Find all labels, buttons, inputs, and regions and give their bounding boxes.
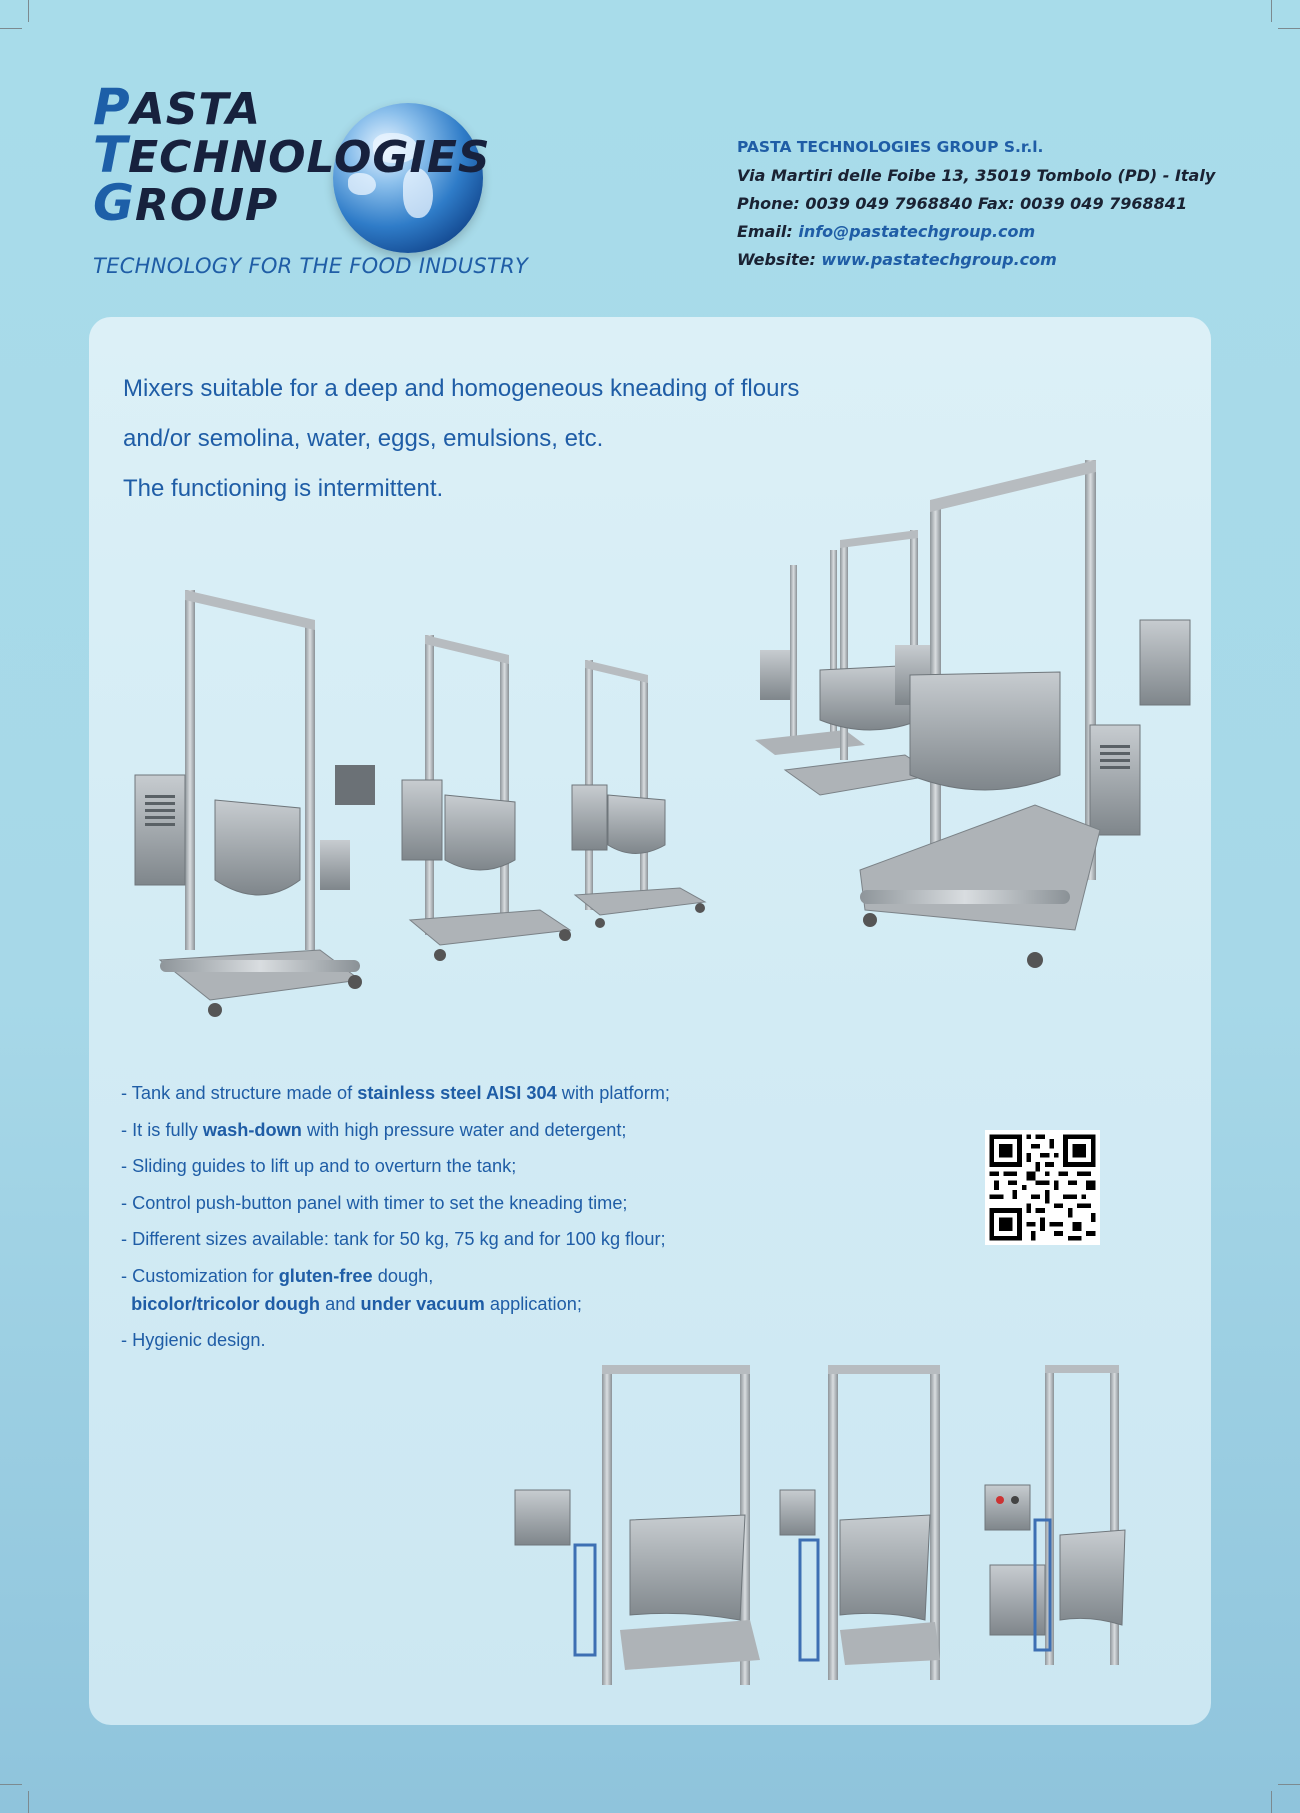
feature-highlight: gluten-free [278,1265,373,1286]
crop-mark [1278,28,1300,29]
intro-line: Mixers suitable for a deep and homogeneous kneading of flours [123,375,800,402]
qr-code-image [985,1130,1100,1245]
feature-item [121,1119,821,1141]
feature-highlight: wash-down [202,1119,302,1140]
company-email-row [737,222,1237,241]
intro-line: The functioning is intermittent. [123,475,444,502]
feature-highlight: bicolor/tricolor dough [131,1293,321,1314]
feature-item [121,1265,821,1287]
feature-text [121,1294,131,1314]
feature-text: - Hygienic design. [121,1330,266,1350]
mixers-size-range-photo [120,580,720,1040]
mixer-overturned-middle [780,1365,940,1680]
feature-text: application; [484,1293,582,1314]
feature-highlight: under vacuum [360,1293,485,1314]
logo-line-2: TECHNOLOGIES [93,126,491,184]
mixers-overturned-tank-photo [510,1360,1180,1705]
feature-text: - Control push-button panel with timer to set the kneading time; [121,1192,628,1213]
feature-text: - Tank and structure made of [121,1083,358,1103]
crop-mark [1271,1791,1272,1813]
feature-item [121,1192,821,1214]
feature-text: - Customization for [121,1265,279,1286]
email-link[interactable]: info@pastatechgroup.com [798,222,1036,241]
feature-item [121,1293,821,1315]
mixer-overturned-left [515,1365,760,1685]
website-link[interactable]: www.pastatechgroup.com [821,250,1057,269]
feature-text: - Different sizes available: tank for 50 kg, 75 kg and for 100 kg flour; [121,1229,666,1249]
feature-item [121,1329,821,1351]
mixer-medium [402,635,571,961]
contact-block [737,138,1237,278]
feature-list [121,1082,821,1366]
crop-mark [28,0,29,22]
feature-text: dough, [372,1265,434,1286]
feature-item [121,1082,821,1104]
feature-text: with high pressure water and detergent; [301,1119,627,1140]
crop-mark [28,1791,29,1813]
company-website-row [737,250,1237,269]
logo-line-1: PASTA [93,78,262,136]
mixers-perspective-photo [745,450,1210,980]
feature-text: - It is fully [121,1119,203,1140]
mixer-overturned-right [985,1365,1125,1665]
crop-mark [1271,0,1272,22]
mixer-small [572,660,705,928]
crop-mark [0,1784,22,1785]
crop-mark [1278,1784,1300,1785]
feature-text: with platform; [556,1083,670,1103]
intro-line: and/or semolina, water, eggs, emulsions, etc. [123,425,604,452]
feature-highlight: stainless steel AISI 304 [357,1083,557,1103]
feature-item [121,1228,821,1250]
company-phone-fax: Phone: 0039 049 7968840 Fax: 0039 049 7968841 [737,194,1188,213]
qr-code[interactable] [985,1130,1100,1245]
email-label: Email: [737,222,793,241]
company-tagline: TECHNOLOGY FOR THE FOOD INDUSTRY [93,254,529,278]
company-name: PASTA TECHNOLOGIES GROUP S.r.l. [737,138,1044,156]
feature-item [121,1155,821,1177]
feature-text: - Sliding guides to lift up and to overturn the tank; [121,1156,517,1176]
logo-line-3: GROUP [93,174,279,232]
website-label: Website: [737,250,816,269]
feature-text: and [320,1293,361,1314]
company-address: Via Martiri delle Foibe 13, 35019 Tombolo (PD) - Italy [737,166,1216,185]
crop-mark [0,28,22,29]
mixer-large [135,590,375,1017]
